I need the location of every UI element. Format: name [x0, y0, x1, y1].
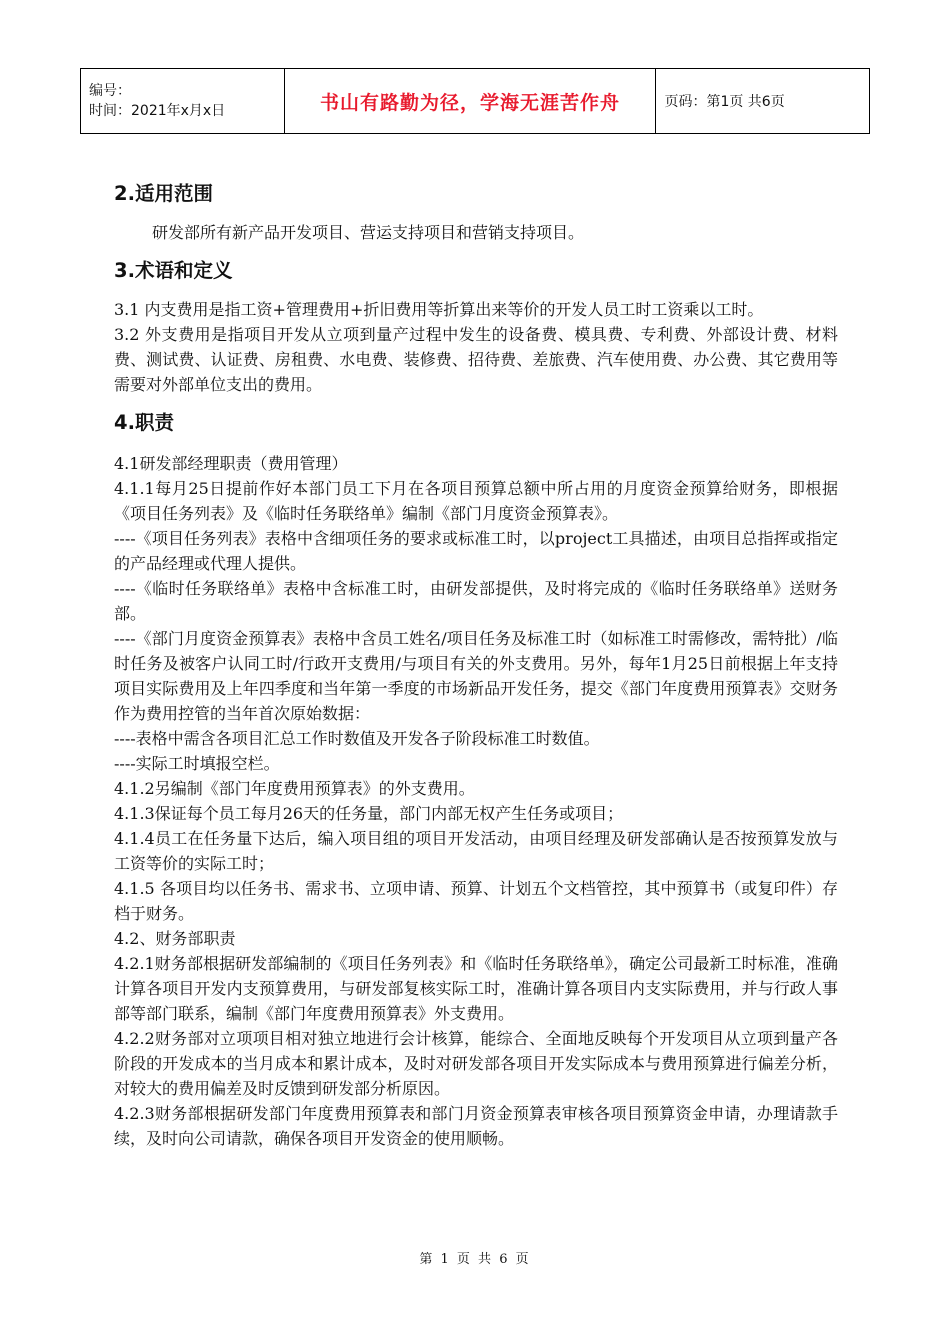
page-footer-number: 第 1 页 共 6 页 [419, 1252, 531, 1267]
paragraph-duty: 4.2、财务部职责 [114, 929, 236, 948]
paragraph-duty: ----《部门月度资金预算表》表格中含员工姓名/项目任务及标准工时（如标准工时需修改，需特批）/临时任务及被客户认同工时/行政开支费用/与项目有关的外支费用。另外，每年1月25日前根据上年支持项目实际费用及上年四季度和当年第一季度的市场新品开发任务，提交《部门年度费用预算表》交财务作为费用控管的当年首次原始数据： [114, 629, 838, 723]
document-header [80, 68, 870, 134]
paragraph-duty: ----《项目任务列表》表格中含细项任务的要求或标准工时，以project工具描述，由项目总指挥或指定的产品经理或代理人提供。 [114, 529, 838, 573]
document-number-label: 编号： [89, 83, 131, 99]
paragraph-duty: 4.1.1每月25日提前作好本部门员工下月在各项目预算总额中所占用的月度资金预算给财务，即根据《项目任务列表》及《临时任务联络单》编制《部门月度资金预算表》。 [114, 479, 838, 523]
paragraph-duty: 4.1.2另编制《部门年度费用预算表》的外支费用。 [114, 779, 475, 798]
document-body [114, 176, 838, 1151]
paragraph-duty: 4.1.4员工在任务量下达后，编入项目组的项目开发活动，由项目经理及研发部确认是否按预算发放与工资等价的实际工时； [114, 829, 838, 873]
paragraph-term-external-cost: 3.2 外支费用是指项目开发从立项到量产过程中发生的设备费、模具费、专利费、外部设计费、材料费、测试费、认证费、房租费、水电费、装修费、招待费、差旅费、汽车使用费、办公费、其它费用等需要对外部单位支出的费用。 [114, 325, 838, 394]
paragraph-duty: 4.2.3财务部根据研发部门年度费用预算表和部门月资金预算表审核各项目预算资金申请，办理请款手续，及时向公司请款，确保各项目开发资金的使用顺畅。 [114, 1104, 838, 1148]
paragraph-duty: 4.1研发部经理职责（费用管理） [114, 454, 348, 473]
header-page-info: 页码：第1页 共6页 [656, 69, 870, 134]
section-title-scope: 2.适用范围 [114, 182, 213, 205]
paragraph-duty: ----表格中需含各项目汇总工作时数值及开发各子阶段标准工时数值。 [114, 729, 600, 748]
paragraph-scope: 研发部所有新产品开发项目、营运支持项目和营销支持项目。 [152, 223, 585, 242]
header-meta [81, 69, 285, 134]
section-title-terms: 3.术语和定义 [114, 259, 233, 282]
paragraph-duty: 4.2.1财务部根据研发部编制的《项目任务列表》和《临时任务联络单》，确定公司最新工时标准，准确计算各项目开发内支预算费用，与研发部复核实际工时，准确计算各项目内支实际费用，并与行政人事部等部门联系，编制《部门年度费用预算表》外支费用。 [114, 954, 838, 1023]
paragraph-term-internal-cost: 3.1 内支费用是指工资+管理费用+折旧费用等折算出来等价的开发人员工时工资乘以工时。 [114, 300, 764, 319]
paragraph-duty: 4.1.3保证每个员工每月26天的任务量，部门内部无权产生任务或项目； [114, 804, 624, 823]
paragraph-duty: ----《临时任务联络单》表格中含标准工时，由研发部提供，及时将完成的《临时任务联络单》送财务部。 [114, 579, 838, 623]
section-title-duties: 4.职责 [114, 411, 174, 434]
paragraph-duty: 4.2.2财务部对立项项目相对独立地进行会计核算，能综合、全面地反映每个开发项目从立项到量产各阶段的开发成本的当月成本和累计成本，及时对研发部各项目开发实际成本与费用预算进行偏差分析，对较大的费用偏差及时反馈到研发部分析原因。 [114, 1029, 838, 1098]
header-motto: 书山有路勤为径，学海无涯苦作舟 [284, 69, 656, 134]
document-time-label: 时间：2021年x月x日 [89, 103, 226, 119]
paragraph-duty: 4.1.5 各项目均以任务书、需求书、立项申请、预算、计划五个文档管控，其中预算书（或复印件）存档于财务。 [114, 879, 838, 923]
paragraph-duty: ----实际工时填报空栏。 [114, 754, 280, 773]
